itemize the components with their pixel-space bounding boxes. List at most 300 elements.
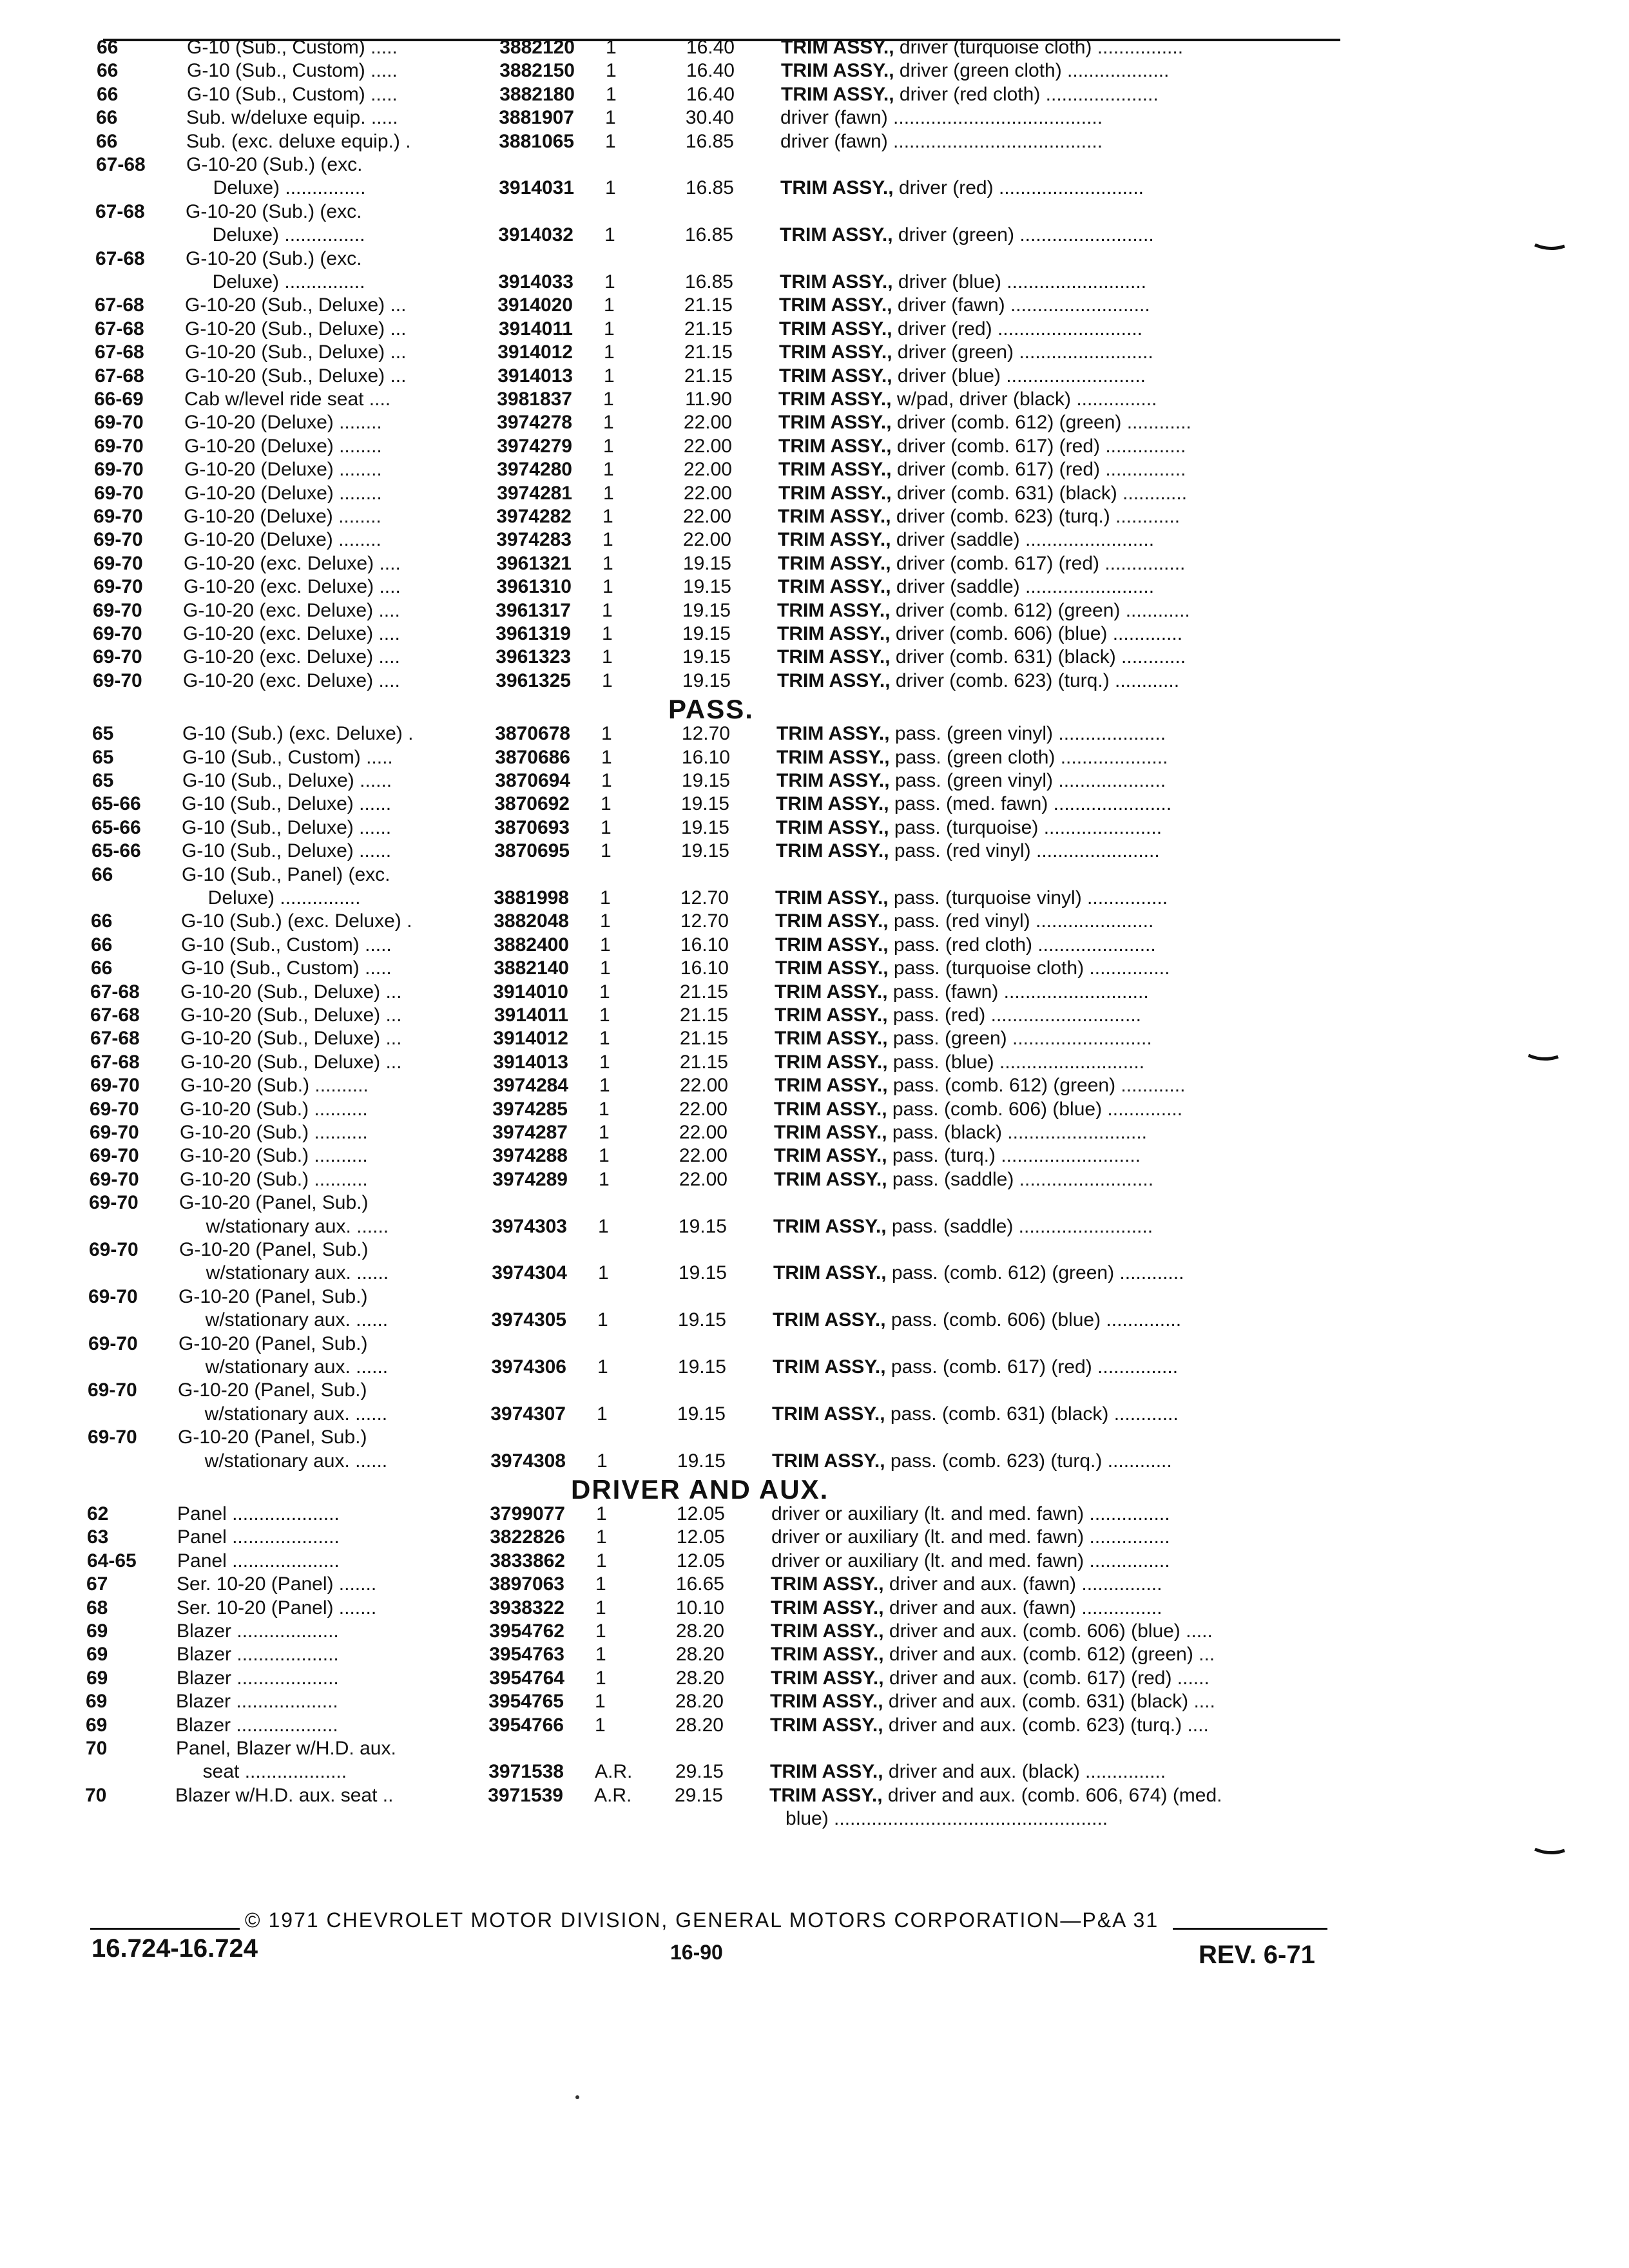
description-text: driver and aux. (comb. 612) (green) ... xyxy=(889,1644,1215,1666)
year-cell: 67-68 xyxy=(90,1028,140,1050)
price-cell: 29.15 xyxy=(675,1761,724,1783)
description-cell xyxy=(774,1168,1153,1191)
description-text: pass. (turquoise vinyl) ............... xyxy=(893,887,1168,908)
description-cell xyxy=(778,435,1186,458)
description-text: driver and aux. (comb. 617) (red) ...... xyxy=(889,1667,1210,1689)
description-cell xyxy=(778,458,1186,481)
model-cell: Deluxe) ............... xyxy=(186,271,365,293)
description-text: driver (red) ........................... xyxy=(897,318,1142,340)
description-keyword: TRIM ASSY., xyxy=(776,816,889,838)
price-cell: 16.40 xyxy=(686,37,735,58)
quantity-cell: 1 xyxy=(595,1573,606,1595)
quantity-cell: 1 xyxy=(605,177,616,199)
year-cell: 67-68 xyxy=(95,200,145,222)
price-cell: 19.15 xyxy=(680,793,729,815)
description-text: driver (green) ......................... xyxy=(898,224,1154,246)
part-number-cell: 3914013 xyxy=(497,365,573,387)
year-cell: 65-66 xyxy=(92,793,141,815)
description-cell xyxy=(780,271,1146,294)
description-text: driver (comb. 617) (red) ............... xyxy=(896,552,1186,574)
part-number-cell: 3974307 xyxy=(490,1403,566,1425)
description-text: pass. (red cloth) ...................... xyxy=(893,934,1156,956)
part-number-cell: 3914012 xyxy=(493,1028,568,1050)
quantity-cell: 1 xyxy=(599,1004,610,1026)
quantity-cell: A.R. xyxy=(595,1761,633,1783)
footer-rule-left xyxy=(90,1928,240,1930)
model-cell: G-10-20 (Panel, Sub.) xyxy=(179,1239,369,1260)
year-cell: 70 xyxy=(86,1738,108,1759)
part-number-cell: 3961310 xyxy=(496,576,572,598)
part-number-cell: 3833862 xyxy=(490,1550,565,1571)
price-cell: 16.85 xyxy=(684,271,733,293)
year-cell: 67-68 xyxy=(95,341,144,363)
quantity-cell: 1 xyxy=(599,1051,610,1073)
part-number-cell: 3974289 xyxy=(492,1168,568,1190)
price-cell: 19.15 xyxy=(680,816,729,838)
model-cell: G-10 (Sub., Custom) ..... xyxy=(187,37,398,58)
description-text: pass. (saddle) ......................... xyxy=(892,1168,1154,1190)
description-keyword: TRIM ASSY., xyxy=(778,389,892,410)
section-heading: PASS. xyxy=(668,694,754,725)
description-text: driver or auxiliary (lt. and med. fawn) ............... xyxy=(771,1550,1170,1571)
description-cell xyxy=(778,388,1157,411)
description-cell xyxy=(781,59,1169,82)
year-cell: 66 xyxy=(91,910,113,932)
description-cell xyxy=(780,130,1103,153)
price-cell: 16.40 xyxy=(686,83,735,105)
description-cell xyxy=(770,1714,1209,1737)
description-keyword: TRIM ASSY., xyxy=(776,746,890,768)
price-cell: 22.00 xyxy=(683,482,732,504)
part-number-cell: 3822826 xyxy=(490,1526,565,1548)
price-cell: 22.00 xyxy=(683,459,732,481)
description-text: pass. (black) .......................... xyxy=(892,1122,1148,1143)
part-number-cell: 3974303 xyxy=(492,1215,567,1237)
part-number-cell: 3974305 xyxy=(491,1309,566,1331)
year-cell: 67-68 xyxy=(96,154,146,175)
description-cell xyxy=(772,1403,1179,1426)
quantity-cell: 1 xyxy=(604,341,615,363)
year-cell: 66-69 xyxy=(94,389,144,410)
description-keyword: TRIM ASSY., xyxy=(770,1714,883,1736)
description-text: driver and aux. (black) ............... xyxy=(888,1761,1166,1783)
year-cell: 67 xyxy=(86,1573,108,1595)
quantity-cell: 1 xyxy=(606,60,617,82)
quantity-cell: 1 xyxy=(600,934,611,956)
description-cell xyxy=(776,746,1168,769)
year-cell: 65-66 xyxy=(92,840,141,862)
description-cell xyxy=(771,1573,1162,1596)
description-keyword: TRIM ASSY., xyxy=(774,1145,887,1167)
description-keyword: TRIM ASSY., xyxy=(776,793,889,815)
model-cell: Deluxe) ............... xyxy=(186,224,365,246)
part-number-cell: 3870678 xyxy=(495,723,570,745)
description-keyword: TRIM ASSY., xyxy=(774,1168,887,1190)
model-cell: Blazer w/H.D. aux. seat .. xyxy=(175,1784,394,1806)
part-number-cell: 3974279 xyxy=(497,435,572,457)
model-cell: Sub. (exc. deluxe equip.) . xyxy=(186,130,411,152)
price-cell: 28.20 xyxy=(675,1644,724,1666)
year-cell: 69-70 xyxy=(90,1168,139,1190)
description-text: pass. (green vinyl) .................... xyxy=(894,723,1166,745)
year-cell: 67-68 xyxy=(95,247,145,269)
model-cell: G-10-20 (exc. Deluxe) .... xyxy=(183,623,400,644)
description-cell xyxy=(775,957,1170,980)
description-keyword: TRIM ASSY., xyxy=(771,1644,884,1666)
description-keyword: TRIM ASSY., xyxy=(781,83,894,105)
model-cell: G-10-20 (Deluxe) ........ xyxy=(184,459,382,481)
year-cell: 67-68 xyxy=(95,365,144,387)
model-cell: G-10-20 (Sub.) (exc. xyxy=(186,247,362,269)
description-cell xyxy=(775,1027,1152,1050)
description-keyword: TRIM ASSY., xyxy=(771,1620,884,1642)
description-cell xyxy=(770,1690,1215,1713)
description-keyword: TRIM ASSY., xyxy=(779,318,892,340)
quantity-cell: 1 xyxy=(599,1168,610,1190)
model-cell: G-10 (Sub., Deluxe) ...... xyxy=(182,770,392,791)
model-cell: Blazer ................... xyxy=(177,1644,339,1666)
description-text: driver (green) ......................... xyxy=(897,341,1153,363)
part-number-cell: 3882180 xyxy=(499,83,575,105)
description-cell xyxy=(781,36,1183,59)
year-cell: 65 xyxy=(92,746,114,768)
description-cell xyxy=(775,1004,1141,1027)
model-cell: G-10-20 (Sub., Deluxe) ... xyxy=(185,318,407,340)
description-cell xyxy=(771,1597,1162,1620)
year-cell: 65-66 xyxy=(92,816,141,838)
part-number-cell: 3961317 xyxy=(496,599,571,621)
description-text: driver (fawn) ....................................... xyxy=(780,107,1103,129)
description-text: driver and aux. (comb. 631) (black) .... xyxy=(888,1691,1215,1713)
model-cell: G-10-20 (Sub., Deluxe) ... xyxy=(180,1028,402,1050)
price-cell: 19.15 xyxy=(677,1450,726,1472)
model-cell: Blazer ................... xyxy=(176,1714,338,1736)
quantity-cell: 1 xyxy=(604,318,615,340)
quantity-cell: 1 xyxy=(599,1075,610,1097)
price-cell: 28.20 xyxy=(675,1620,724,1642)
description-keyword: TRIM ASSY., xyxy=(780,271,893,293)
description-keyword: TRIM ASSY., xyxy=(775,887,889,908)
quantity-cell: 1 xyxy=(599,981,610,1003)
model-cell: G-10-20 (Sub.) .......... xyxy=(180,1075,369,1097)
price-cell: 16.85 xyxy=(685,177,734,199)
quantity-cell: 1 xyxy=(596,1503,607,1524)
description-cell xyxy=(774,1098,1182,1121)
year-cell: 69-70 xyxy=(94,435,144,457)
description-keyword: TRIM ASSY., xyxy=(773,1262,887,1284)
model-cell: G-10 (Sub., Deluxe) ...... xyxy=(182,840,392,862)
part-number-cell: 3882140 xyxy=(494,957,569,979)
part-number-cell: 3914010 xyxy=(493,981,568,1003)
price-cell: 11.90 xyxy=(685,389,732,410)
description-keyword: TRIM ASSY., xyxy=(779,294,892,316)
model-cell: Panel .................... xyxy=(177,1526,340,1548)
part-number-cell: 3974306 xyxy=(491,1356,566,1378)
year-cell: 69-70 xyxy=(88,1379,137,1401)
description-keyword: TRIM ASSY., xyxy=(771,1573,884,1595)
model-cell: G-10-20 (Sub.) .......... xyxy=(180,1168,368,1190)
edge-mark xyxy=(1527,1053,1559,1062)
price-cell: 19.15 xyxy=(680,840,729,862)
description-text: driver (comb. 623) (turq.) ............ xyxy=(896,506,1181,527)
price-cell: 22.00 xyxy=(679,1122,728,1143)
description-text: driver (saddle) ........................ xyxy=(896,576,1155,598)
description-keyword: TRIM ASSY., xyxy=(777,623,891,644)
description-text: pass. (comb. 612) (green) ............ xyxy=(892,1075,1186,1097)
description-cell xyxy=(781,83,1159,106)
description-text: driver or auxiliary (lt. and med. fawn) ............... xyxy=(771,1526,1170,1548)
description-text: driver (blue) .......................... xyxy=(898,271,1147,293)
page-number: 16-90 xyxy=(670,1941,723,1964)
model-cell: Deluxe) ............... xyxy=(181,887,361,908)
part-number-cell: 3914020 xyxy=(497,294,573,316)
price-cell: 22.00 xyxy=(683,412,732,434)
part-number-cell: 3974284 xyxy=(493,1075,568,1097)
part-number-cell: 3914012 xyxy=(497,341,573,363)
description-cell xyxy=(769,1784,1222,1807)
price-cell: 12.70 xyxy=(680,910,729,932)
price-cell: 16.85 xyxy=(685,130,734,152)
year-cell: 66 xyxy=(96,107,118,129)
year-cell: 69 xyxy=(86,1644,108,1666)
part-number-cell: 3974285 xyxy=(492,1098,568,1120)
description-cell xyxy=(779,365,1146,388)
part-number-cell: 3914032 xyxy=(498,224,574,246)
part-number-cell: 3974287 xyxy=(492,1122,568,1143)
model-cell: G-10 (Sub., Custom) ..... xyxy=(187,60,398,82)
description-text: pass. (green) .......................... xyxy=(892,1028,1152,1050)
price-cell: 19.15 xyxy=(682,599,731,621)
description-keyword: TRIM ASSY., xyxy=(779,365,892,387)
year-cell: 66 xyxy=(91,934,113,956)
year-cell: 69-70 xyxy=(90,1122,139,1143)
model-cell: Blazer ................... xyxy=(176,1691,338,1713)
description-text: pass. (comb. 612) (green) ............ xyxy=(891,1262,1184,1284)
description-keyword: TRIM ASSY., xyxy=(781,60,894,82)
price-cell: 19.15 xyxy=(682,623,731,644)
quantity-cell: 1 xyxy=(600,957,611,979)
description-text: pass. (red) ............................ xyxy=(892,1004,1142,1026)
year-cell: 69-70 xyxy=(89,1192,139,1214)
description-cell xyxy=(773,1262,1184,1285)
model-cell: w/stationary aux. ...... xyxy=(179,1262,389,1284)
quantity-cell: 1 xyxy=(606,83,617,105)
description-text: driver (comb. 612) (green) ............ xyxy=(895,599,1190,621)
price-cell: 21.15 xyxy=(679,981,728,1003)
price-cell: 16.85 xyxy=(684,224,733,246)
description-keyword: TRIM ASSY., xyxy=(773,1356,886,1378)
description-keyword: TRIM ASSY., xyxy=(771,1597,884,1619)
price-cell: 22.00 xyxy=(682,529,731,551)
description-cell xyxy=(776,722,1166,745)
year-cell: 67-68 xyxy=(90,1051,140,1073)
description-text: driver (fawn) ....................................... xyxy=(780,130,1103,152)
model-cell: Panel, Blazer w/H.D. aux. xyxy=(176,1738,396,1759)
description-text: driver (blue) .......................... xyxy=(897,365,1146,387)
model-cell: G-10-20 (exc. Deluxe) .... xyxy=(183,599,400,621)
price-cell: 28.20 xyxy=(675,1691,724,1713)
model-cell: Cab w/level ride seat .... xyxy=(184,389,391,410)
quantity-cell: 1 xyxy=(602,669,613,691)
price-cell: 21.15 xyxy=(679,1028,728,1050)
year-cell: 69-70 xyxy=(93,506,143,527)
model-cell: G-10 (Sub., Deluxe) ...... xyxy=(182,793,392,815)
model-cell: G-10-20 (Sub., Deluxe) ... xyxy=(180,1004,402,1026)
price-cell: 28.20 xyxy=(675,1667,724,1689)
part-number-cell: 3914011 xyxy=(494,1004,568,1026)
part-number-cell: 3870694 xyxy=(495,770,570,791)
year-cell: 66 xyxy=(97,60,119,82)
year-cell: 69-70 xyxy=(90,1098,139,1120)
part-number-cell: 3881907 xyxy=(499,107,574,129)
model-cell: G-10-20 (Deluxe) ........ xyxy=(184,506,381,527)
model-cell: G-10-20 (exc. Deluxe) .... xyxy=(183,669,400,691)
part-number-cell: 3881065 xyxy=(499,130,574,152)
description-cell xyxy=(777,646,1186,669)
price-cell: 21.15 xyxy=(679,1004,728,1026)
year-cell: 69-70 xyxy=(94,482,144,504)
model-cell: G-10-20 (Panel, Sub.) xyxy=(178,1285,368,1307)
price-cell: 22.00 xyxy=(679,1098,728,1120)
description-cell xyxy=(773,1215,1153,1238)
part-number-cell: 3974304 xyxy=(492,1262,567,1284)
description-cell xyxy=(775,887,1168,910)
year-cell: 66 xyxy=(97,37,119,58)
quantity-cell: 1 xyxy=(603,459,614,481)
description-keyword: TRIM ASSY., xyxy=(777,599,891,621)
description-cell xyxy=(771,1550,1170,1573)
part-number-cell: 3882048 xyxy=(494,910,569,932)
part-number-cell: 3870695 xyxy=(494,840,570,862)
description-keyword: TRIM ASSY., xyxy=(780,224,893,246)
description-keyword: TRIM ASSY., xyxy=(774,1098,887,1120)
price-cell: 12.70 xyxy=(681,723,730,745)
description-text: driver (comb. 631) (black) ............ xyxy=(895,646,1186,668)
year-cell: 63 xyxy=(87,1526,109,1548)
quantity-cell: 1 xyxy=(598,1215,609,1237)
group-number: 16.724-16.724 xyxy=(92,1934,258,1963)
description-text: pass. (red vinyl) ....................... xyxy=(894,840,1160,862)
quantity-cell: 1 xyxy=(595,1714,606,1736)
description-text: pass. (comb. 623) (turq.) ............ xyxy=(890,1450,1172,1472)
description-text: driver and aux. (fawn) ............... xyxy=(889,1597,1162,1619)
description-keyword: TRIM ASSY., xyxy=(778,412,892,434)
price-cell: 28.20 xyxy=(675,1714,724,1736)
year-cell: 69-70 xyxy=(93,576,143,598)
quantity-cell: 1 xyxy=(596,1526,607,1548)
year-cell: 67-68 xyxy=(95,294,144,316)
price-cell: 16.40 xyxy=(686,60,735,82)
quantity-cell: 1 xyxy=(601,746,612,768)
part-number-cell: 3974278 xyxy=(497,412,572,434)
description-cell xyxy=(778,575,1154,599)
price-cell: 22.00 xyxy=(679,1168,728,1190)
quantity-cell: 1 xyxy=(602,529,613,551)
model-cell: G-10-20 (Sub., Deluxe) ... xyxy=(185,294,407,316)
section-heading: DRIVER AND AUX. xyxy=(571,1474,829,1504)
model-cell: G-10-20 (Sub., Deluxe) ... xyxy=(180,1051,402,1073)
part-number-cell: 3974283 xyxy=(496,529,572,551)
quantity-cell: 1 xyxy=(601,770,612,791)
quantity-cell: 1 xyxy=(596,1550,607,1571)
part-number-cell: 3974280 xyxy=(497,459,572,481)
part-number-cell: 3954766 xyxy=(488,1714,564,1736)
description-keyword: TRIM ASSY., xyxy=(775,957,889,979)
model-cell: G-10 (Sub., Custom) ..... xyxy=(182,746,393,768)
price-cell: 21.15 xyxy=(679,1051,728,1073)
description-text: driver (fawn) .......................... xyxy=(897,294,1150,316)
quantity-cell: 1 xyxy=(598,1262,609,1284)
year-cell: 69-70 xyxy=(93,529,143,551)
description-cell xyxy=(778,482,1187,505)
description-keyword: TRIM ASSY., xyxy=(778,576,891,598)
price-cell: 12.70 xyxy=(680,887,729,908)
quantity-cell: 1 xyxy=(604,365,615,387)
model-cell: G-10-20 (Sub.) .......... xyxy=(180,1145,368,1167)
quantity-cell: 1 xyxy=(602,646,613,668)
quantity-cell: 1 xyxy=(595,1667,606,1689)
description-keyword: TRIM ASSY., xyxy=(776,770,890,791)
year-cell: 69 xyxy=(86,1620,108,1642)
year-cell: 65 xyxy=(92,723,114,745)
part-number-cell: 3799077 xyxy=(490,1503,565,1524)
description-cell xyxy=(776,793,1171,816)
price-cell: 19.15 xyxy=(678,1262,727,1284)
description-text: driver (turquoise cloth) ................ xyxy=(899,37,1184,58)
quantity-cell: 1 xyxy=(603,482,614,504)
price-cell: 12.05 xyxy=(676,1503,725,1524)
description-text: pass. (comb. 606) (blue) .............. xyxy=(892,1098,1183,1120)
description-keyword: TRIM ASSY., xyxy=(780,177,894,199)
year-cell: 69-70 xyxy=(89,1239,139,1260)
revision-label: REV. 6-71 xyxy=(1199,1941,1315,1969)
model-cell: G-10 (Sub., Custom) ..... xyxy=(181,934,392,956)
description-keyword: TRIM ASSY., xyxy=(775,910,889,932)
model-cell: G-10-20 (Sub., Deluxe) ... xyxy=(185,365,407,387)
description-text: driver (comb. 623) (turq.) ............ xyxy=(895,669,1180,691)
quantity-cell: 1 xyxy=(599,1122,610,1143)
description-keyword: TRIM ASSY., xyxy=(778,435,892,457)
description-text: pass. (comb. 606) (blue) .............. xyxy=(891,1309,1182,1331)
quantity-cell: 1 xyxy=(595,1644,606,1666)
part-number-cell: 3981837 xyxy=(497,389,572,410)
model-cell: G-10-20 (exc. Deluxe) .... xyxy=(184,552,401,574)
price-cell: 22.00 xyxy=(679,1145,728,1167)
price-cell: 19.15 xyxy=(682,669,731,691)
quantity-cell: 1 xyxy=(601,723,612,745)
description-keyword: TRIM ASSY., xyxy=(777,669,891,691)
quantity-cell: 1 xyxy=(602,599,613,621)
year-cell: 66 xyxy=(91,957,113,979)
model-cell: G-10 (Sub.) (exc. Deluxe) . xyxy=(181,910,412,932)
part-number-cell: 3914011 xyxy=(498,318,573,340)
quantity-cell: 1 xyxy=(595,1691,606,1713)
part-number-cell: 3914031 xyxy=(499,177,574,199)
description-cell xyxy=(780,106,1103,130)
description-keyword: TRIM ASSY., xyxy=(772,1450,885,1472)
quantity-cell: 1 xyxy=(597,1309,608,1331)
description-keyword: TRIM ASSY., xyxy=(778,506,891,527)
price-cell: 16.10 xyxy=(680,934,729,956)
price-cell: 22.00 xyxy=(679,1075,728,1097)
description-text: driver or auxiliary (lt. and med. fawn) ............... xyxy=(771,1503,1170,1524)
quantity-cell: 1 xyxy=(603,412,614,434)
part-number-cell: 3914033 xyxy=(498,271,574,293)
description-text: driver and aux. (comb. 606) (blue) ..... xyxy=(889,1620,1213,1642)
part-number-cell: 3881998 xyxy=(494,887,569,908)
price-cell: 19.15 xyxy=(682,646,731,668)
description-text: driver (green cloth) ................... xyxy=(899,60,1170,82)
